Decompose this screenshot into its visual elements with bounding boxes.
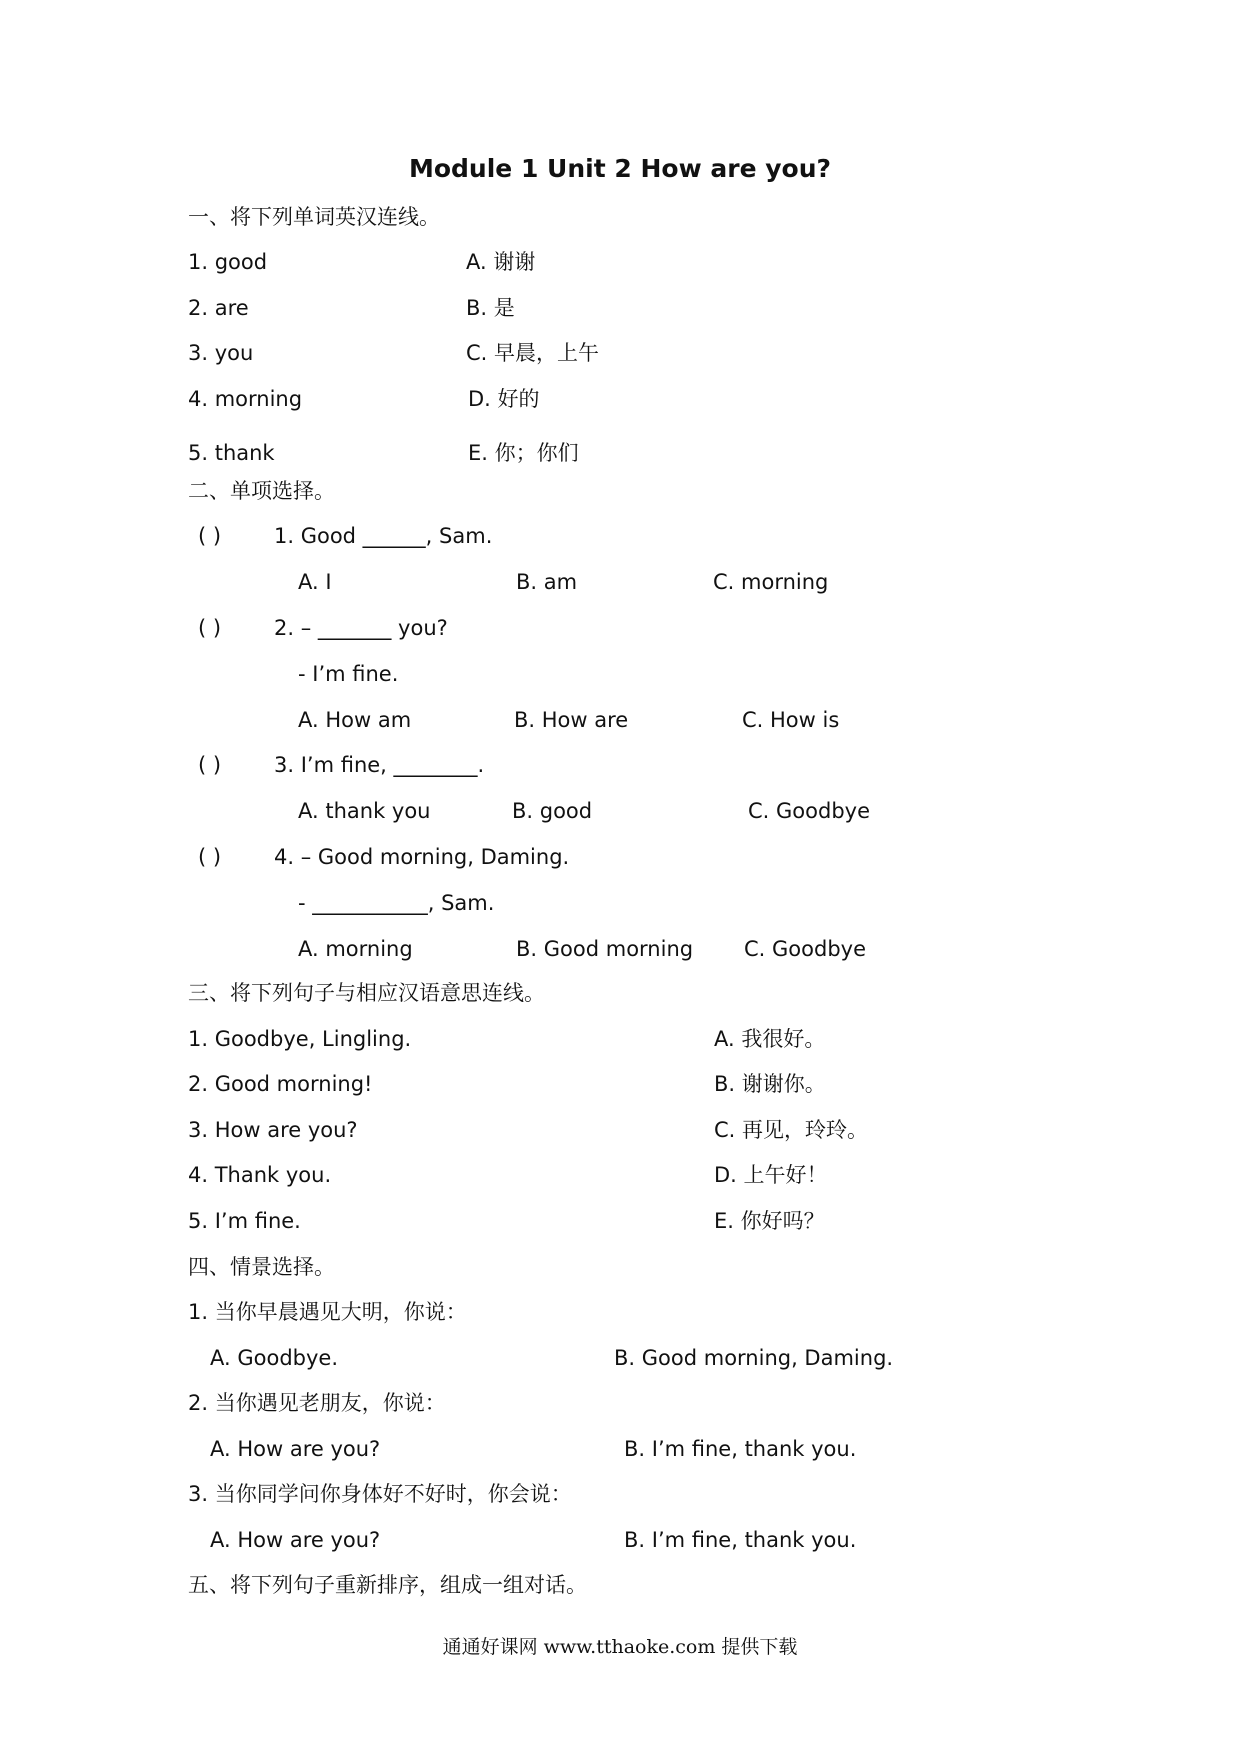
option-c: C. Goodbye — [748, 799, 870, 823]
question-stem: 1. Good ______, Sam. — [274, 524, 493, 548]
section-3-heading: 三、将下列句子与相应汉语意思连线。 — [188, 981, 545, 1005]
option-a: A. How are you? — [210, 1528, 381, 1552]
option-a: A. I — [298, 570, 332, 594]
sentence-left: 5. I’m fine. — [188, 1209, 301, 1233]
option-b: B. Good morning — [516, 937, 694, 961]
option-a: A. thank you — [298, 799, 431, 823]
sentence-right: D. 上午好！ — [714, 1163, 828, 1187]
scenario-stem: 2. 当你遇见老朋友，你说： — [188, 1391, 446, 1415]
section-2-heading: 二、单项选择。 — [188, 479, 335, 503]
word-left: 4. morning — [188, 387, 303, 411]
option-b: B. How are — [514, 708, 629, 732]
option-a: A. morning — [298, 937, 413, 961]
sentence-left: 3. How are you? — [188, 1118, 358, 1142]
dialogue-reply: - ___________, Sam. — [298, 891, 495, 915]
section-5-heading: 五、将下列句子重新排序，组成一组对话。 — [188, 1573, 587, 1597]
option-b: B. I’m fine, thank you. — [624, 1437, 857, 1461]
word-right: B. 是 — [466, 296, 515, 320]
option-b: B. Good morning, Daming. — [614, 1346, 894, 1370]
scenario-stem: 3. 当你同学问你身体好不好时，你会说： — [188, 1482, 572, 1506]
option-b: B. good — [512, 799, 593, 823]
word-right: A. 谢谢 — [466, 250, 536, 274]
scenario-stem: 1. 当你早晨遇见大明，你说： — [188, 1300, 467, 1324]
answer-bracket: ( ) — [198, 524, 222, 548]
worksheet-title: Module 1 Unit 2 How are you? — [408, 154, 832, 183]
word-right: C. 早晨，上午 — [466, 341, 600, 365]
word-left: 1. good — [188, 250, 268, 274]
section-4-heading: 四、情景选择。 — [188, 1255, 335, 1279]
sentence-right: B. 谢谢你。 — [714, 1072, 826, 1096]
option-a: A. How am — [298, 708, 412, 732]
answer-bracket: ( ) — [198, 616, 222, 640]
answer-bracket: ( ) — [198, 753, 222, 777]
option-a: A. How are you? — [210, 1437, 381, 1461]
sentence-left: 2. Good morning! — [188, 1072, 373, 1096]
question-stem: 4. – Good morning, Daming. — [274, 845, 570, 869]
option-c: C. How is — [742, 708, 840, 732]
option-c: C. morning — [713, 570, 829, 594]
sentence-left: 1. Goodbye, Lingling. — [188, 1027, 412, 1051]
answer-bracket: ( ) — [198, 845, 222, 869]
option-a: A. Goodbye. — [210, 1346, 338, 1370]
option-b: B. I’m fine, thank you. — [624, 1528, 857, 1552]
word-left: 3. you — [188, 341, 254, 365]
question-stem: 3. I’m fine, ________. — [274, 753, 485, 777]
option-b: B. am — [516, 570, 578, 594]
word-left: 2. are — [188, 296, 249, 320]
option-c: C. Goodbye — [744, 937, 866, 961]
dialogue-reply: - I’m fine. — [298, 662, 399, 686]
sentence-right: A. 我很好。 — [714, 1027, 826, 1051]
word-right: E. 你；你们 — [468, 441, 579, 465]
sentence-left: 4. Thank you. — [188, 1163, 332, 1187]
sentence-right: E. 你好吗？ — [714, 1209, 825, 1233]
word-right: D. 好的 — [468, 387, 540, 411]
question-stem: 2. – _______ you? — [274, 616, 448, 640]
sentence-right: C. 再见，玲玲。 — [714, 1118, 869, 1142]
section-1-heading: 一、将下列单词英汉连线。 — [188, 205, 440, 229]
word-left: 5. thank — [188, 441, 275, 465]
page-footer: 通通好课网 www.tthaoke.com 提供下载 — [442, 1636, 798, 1658]
